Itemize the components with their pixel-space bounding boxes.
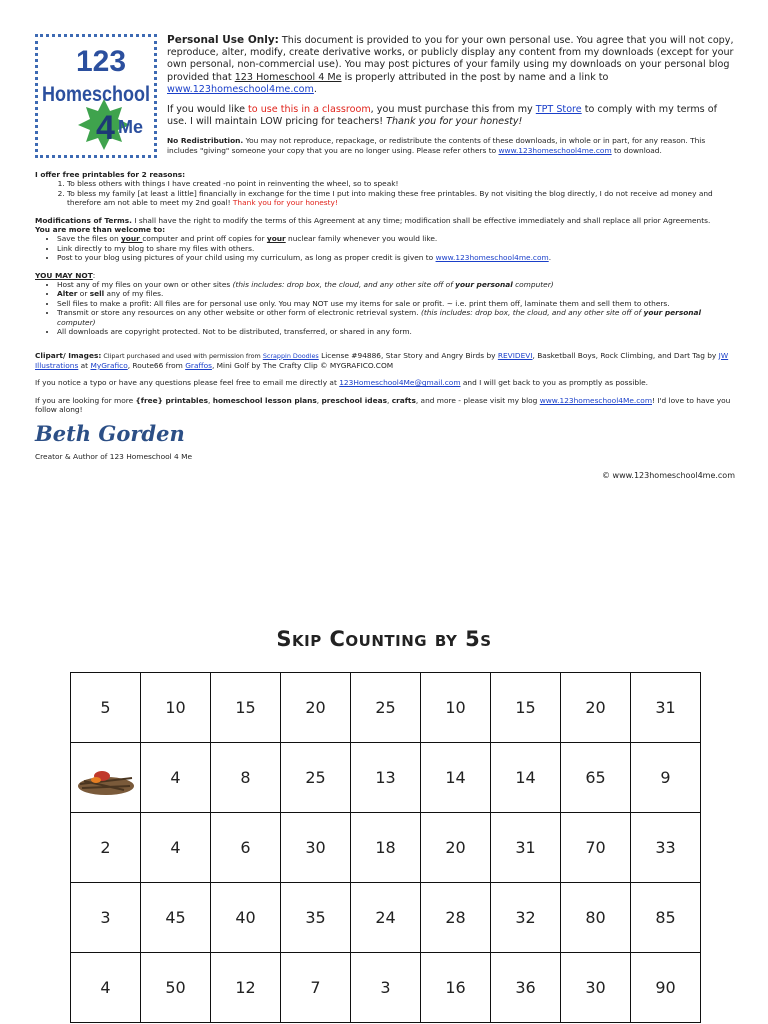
- reasons-list: [35, 179, 735, 207]
- grid-cell: 16: [421, 953, 491, 1023]
- grid-cell: 3: [71, 883, 141, 953]
- personal-use-text-2: is properly attributed in the post by name and a link to: [341, 71, 609, 83]
- site-link[interactable]: www.123homeschool4me.com: [167, 83, 314, 95]
- grid-cell: 80: [561, 883, 631, 953]
- mygrafico-link[interactable]: MyGrafico: [90, 360, 128, 370]
- reason-item: [67, 189, 735, 208]
- notice-block: [167, 34, 735, 163]
- blog-link[interactable]: www.123homeschool4Me.com: [539, 395, 653, 405]
- reason-2-text: To bless my family [at least a little] financially in exchange for the time I put into making these free printables. By not visiting the blog directly, I do not receive ad money and therefore am not able to meet my 2nd goal!: [67, 188, 713, 208]
- grid-cell: 15: [211, 673, 281, 743]
- logo-line3: 4: [96, 109, 115, 147]
- grid-cell: 4: [141, 813, 211, 883]
- scrappin-doodles-link[interactable]: Scrappin Doodles: [262, 351, 319, 360]
- grid-cell: 30: [561, 953, 631, 1023]
- grid-cell: 31: [631, 673, 701, 743]
- personal-use-heading: Personal Use Only:: [167, 34, 279, 46]
- grid-cell: 7: [281, 953, 351, 1023]
- personal-use-end: .: [313, 83, 317, 95]
- grid-cell: 25: [281, 743, 351, 813]
- no-redistribution-paragraph: [167, 136, 735, 155]
- grid-cell: 8: [211, 743, 281, 813]
- may-not-heading: YOU MAY NOT: [35, 270, 93, 280]
- no-redistribution-end: to download.: [611, 145, 662, 155]
- classroom-thanks: Thank you for your honesty!: [386, 116, 523, 128]
- grid-cell: 65: [561, 743, 631, 813]
- logo-line1: 123: [76, 45, 127, 78]
- grid-row: [71, 953, 701, 1023]
- grid-cell: 20: [421, 813, 491, 883]
- may-not-list: [35, 280, 735, 336]
- no-redistribution-link[interactable]: www.123homeschool4me.com: [498, 145, 612, 155]
- grid-cell: 35: [281, 883, 351, 953]
- grid-cell: 50: [141, 953, 211, 1023]
- welcome-item: • Save the files on your computer and print off copies for your nuclear family whenever you would like.: [57, 234, 735, 243]
- personal-use-paragraph: [167, 34, 735, 96]
- logo-line2: Homeschool: [42, 83, 150, 106]
- grid-cell: 10: [141, 673, 211, 743]
- classroom-paragraph: [167, 104, 735, 128]
- welcome-item: • Link directly to my blog to share my files with others.: [57, 244, 735, 253]
- grid-cell: 4: [141, 743, 211, 813]
- homeschool-name-link[interactable]: 123 Homeschool 4 Me: [234, 71, 342, 83]
- grid-cell: 2: [71, 813, 141, 883]
- email-link[interactable]: 123Homeschool4Me@gmail.com: [339, 378, 461, 388]
- welcome-heading: You are more than welcome to:: [35, 225, 166, 235]
- grid-cell: 25: [351, 673, 421, 743]
- grid-cell: 20: [561, 673, 631, 743]
- modifications-heading: Modifications of Terms.: [35, 215, 132, 225]
- worksheet-title: Skip Counting by 5s: [276, 627, 492, 651]
- offer-heading: I offer free printables for 2 reasons:: [35, 170, 186, 179]
- grid-cell: 3: [351, 953, 421, 1023]
- clipart-credits: Clipart/ Images: Clipart purchased and used with permission from Scrappin Doodles License #94886, Star Story and Angry Birds by REVIDEVI, Basketball Boys, Rock Climbing, and Dart Tag by JW Illustrations at MyGrafico, Route66 from Graffos, Mini Golf by The Crafty Clip © MYGRAFICO.COM: [35, 350, 729, 370]
- grid-cell: 13: [351, 743, 421, 813]
- classroom-text-b: , you must purchase this from my: [370, 104, 536, 116]
- no-redistribution-heading: No Redistribution.: [167, 136, 244, 146]
- grid-cell: 28: [421, 883, 491, 953]
- bird-nest-icon: [71, 743, 141, 813]
- grid-cell: 5: [71, 673, 141, 743]
- grid-cell: 4: [71, 953, 141, 1023]
- grid-row: [71, 883, 701, 953]
- welcome-item: • Post to your blog using pictures of your child using my curriculum, as long as proper credit is given to www.123homeschool4me.com.: [57, 253, 735, 262]
- grid-row: [71, 813, 701, 883]
- grid-row: [71, 673, 701, 743]
- grid-cell: 18: [351, 813, 421, 883]
- logo: [35, 34, 157, 158]
- logo-line4: Me: [118, 117, 144, 137]
- grid-cell: 9: [631, 743, 701, 813]
- grid-cell: 14: [421, 743, 491, 813]
- creator-line: Creator & Author of 123 Homeschool 4 Me: [35, 451, 193, 461]
- may-not-item: • Host any of my files on your own or other sites (this includes: drop box, the cloud, and any other site off of your personal computer): [57, 280, 735, 289]
- grid-cell: 14: [491, 743, 561, 813]
- may-not-item: • All downloads are copyright protected. Not to be distributed, transferred, or shared in any form.: [57, 327, 735, 336]
- reason-2-thanks: Thank you for your honesty!: [232, 198, 338, 208]
- jw-illustrations-link[interactable]: JW Illustrations: [35, 350, 729, 370]
- classroom-highlight: to use this in a classroom: [248, 104, 371, 116]
- may-not-item: • Sell files to make a profit: All files are for personal use only. You may NOT use my items for sale or profit. ~ i.e. print them off, laminate them and sell them to others.: [57, 299, 735, 308]
- grid-row: [71, 743, 701, 813]
- grid-cell: 70: [561, 813, 631, 883]
- graffos-link[interactable]: Graffos: [185, 360, 212, 370]
- grid-cell: 36: [491, 953, 561, 1023]
- grid-cell: 10: [421, 673, 491, 743]
- grid-cell: 20: [281, 673, 351, 743]
- grid-cell: 32: [491, 883, 561, 953]
- classroom-text-a: If you would like: [167, 104, 249, 116]
- more-paragraph: If you are looking for more {free} printables, homeschool lesson plans, preschool ideas, crafts, and more - please visit my blog www.123homeschool4Me.com! I'd love to have you follow along!: [35, 395, 731, 415]
- credit-link[interactable]: www.123homeschool4me.com: [435, 253, 549, 263]
- grid-cell: 15: [491, 673, 561, 743]
- may-not-item: • Alter or sell any of my files.: [57, 289, 735, 298]
- reason-item: 1. To bless others with things I have created -no point in reinventing the wheel, so to speak!: [67, 179, 735, 188]
- revidevi-link[interactable]: REVIDEVI: [497, 350, 533, 360]
- personal-use-text: This document is provided to you for your own personal use. You agree that you will not copy, reproduce, alter, modify, create derivative works, or publicly display any content from my downloads (except for your own personal, non-commercial use). You may post pictures of your family using my downloads on your personal blog provided that: [167, 35, 734, 83]
- modifications-paragraph: [35, 216, 735, 225]
- welcome-list: [35, 234, 735, 262]
- grid-cell: 45: [141, 883, 211, 953]
- grid-cell: 24: [351, 883, 421, 953]
- grid-cell: 12: [211, 953, 281, 1023]
- typo-paragraph: If you notice a typo or have any questions please feel free to email me directly at 123Homeschool4Me@gmail.com and I will get back to you as promptly as possible.: [35, 378, 649, 388]
- grid-cell: 6: [211, 813, 281, 883]
- terms-body: I offer free printables for 2 reasons: 1. To bless others with things I have created -no point in reinventing the wheel, so to speak! 2. To bless my family [at least a little] financially in exchange for the time I put into making these free printables. By not visiting the blog directly, I do not receive ad money and therefore am not able to meet my 2nd goal! Thank you for your honesty! Modifications of Terms. I shall have the right to modify the terms of this Agreement at any time; modification shall be effective immediately and shall replace all prior Agreements. You are more than welcome to: • Save the files on your computer and print off copies for your nuclear family whenever you would like. • Link directly to my blog to share my files with others. • Post to your blog using pictures of your child using my curriculum, as long as proper credit is given to www.123homeschool4me.com. YOU MAY NOT: • Host any of my files on your own or other sites (this includes: drop box, the cloud, and any other site off of your personal computer) • Alter or sell any of my files. • Sell files to make a profit: All files are for personal use only. You may NOT use my items for sale or profit. ~ i.e. print them off, laminate them and sell them to others. • Transmit or store any resources on any other website or other form of electronic retrieval system. (this includes: drop box, the cloud, and any other site off of your personal computer) • All downloads are copyright protected. Not to be distributed, transferred, or shared in any form. Clipart/ Images: Clipart purchased and used with permission from Scrappin Doodles License #94886, Star Story and Angry Birds by REVIDEVI, Basketball Boys, Rock Climbing, and Dart Tag by JW Illustrations at MyGrafico, Route66 from Graffos, Mini Golf by The Crafty Clip © MYGRAFICO.COM If you notice a typo or have any questions please feel free to email me directly at 123Homeschool4Me@gmail.com and I will get back to you as promptly as possible. If you are looking for more {free} printables, homeschool lesson plans, preschool ideas, crafts, and more - please visit my blog www.123homeschool4Me.com! I'd love to have you follow along! Beth Gorden Creator & Author of 123 Homeschool 4 Me © www.123homeschool4me.com: [35, 170, 735, 481]
- copyright-line: © www.123homeschool4me.com: [601, 471, 735, 481]
- tpt-store-link[interactable]: TPT Store: [535, 104, 582, 116]
- signature: Beth Gorden: [35, 420, 185, 446]
- grid-cell: 40: [211, 883, 281, 953]
- no-redistribution-text: You may not reproduce, repackage, or redistribute the contents of these downloads, in whole or in part, for any reason. This includes "giving" someone your copy that you are no longer using. Please refer others to: [167, 136, 706, 155]
- modifications-text: I shall have the right to modify the terms of this Agreement at any time; modification shall be effective immediately and shall replace all prior Agreements.: [131, 215, 711, 225]
- logo-graphic: [38, 37, 154, 155]
- classroom-text-c: to comply with my terms of use. I will maintain LOW pricing for teachers!: [167, 104, 717, 128]
- may-not-item: • Transmit or store any resources on any other website or other form of electronic retrieval system. (this includes: drop box, the cloud, and any other site off of your personal computer): [57, 308, 735, 327]
- grid-cell: 30: [281, 813, 351, 883]
- skip-count-grid: [70, 672, 701, 1023]
- grid-cell: 90: [631, 953, 701, 1023]
- grid-cell: 31: [491, 813, 561, 883]
- grid-cell: 33: [631, 813, 701, 883]
- grid-cell: 85: [631, 883, 701, 953]
